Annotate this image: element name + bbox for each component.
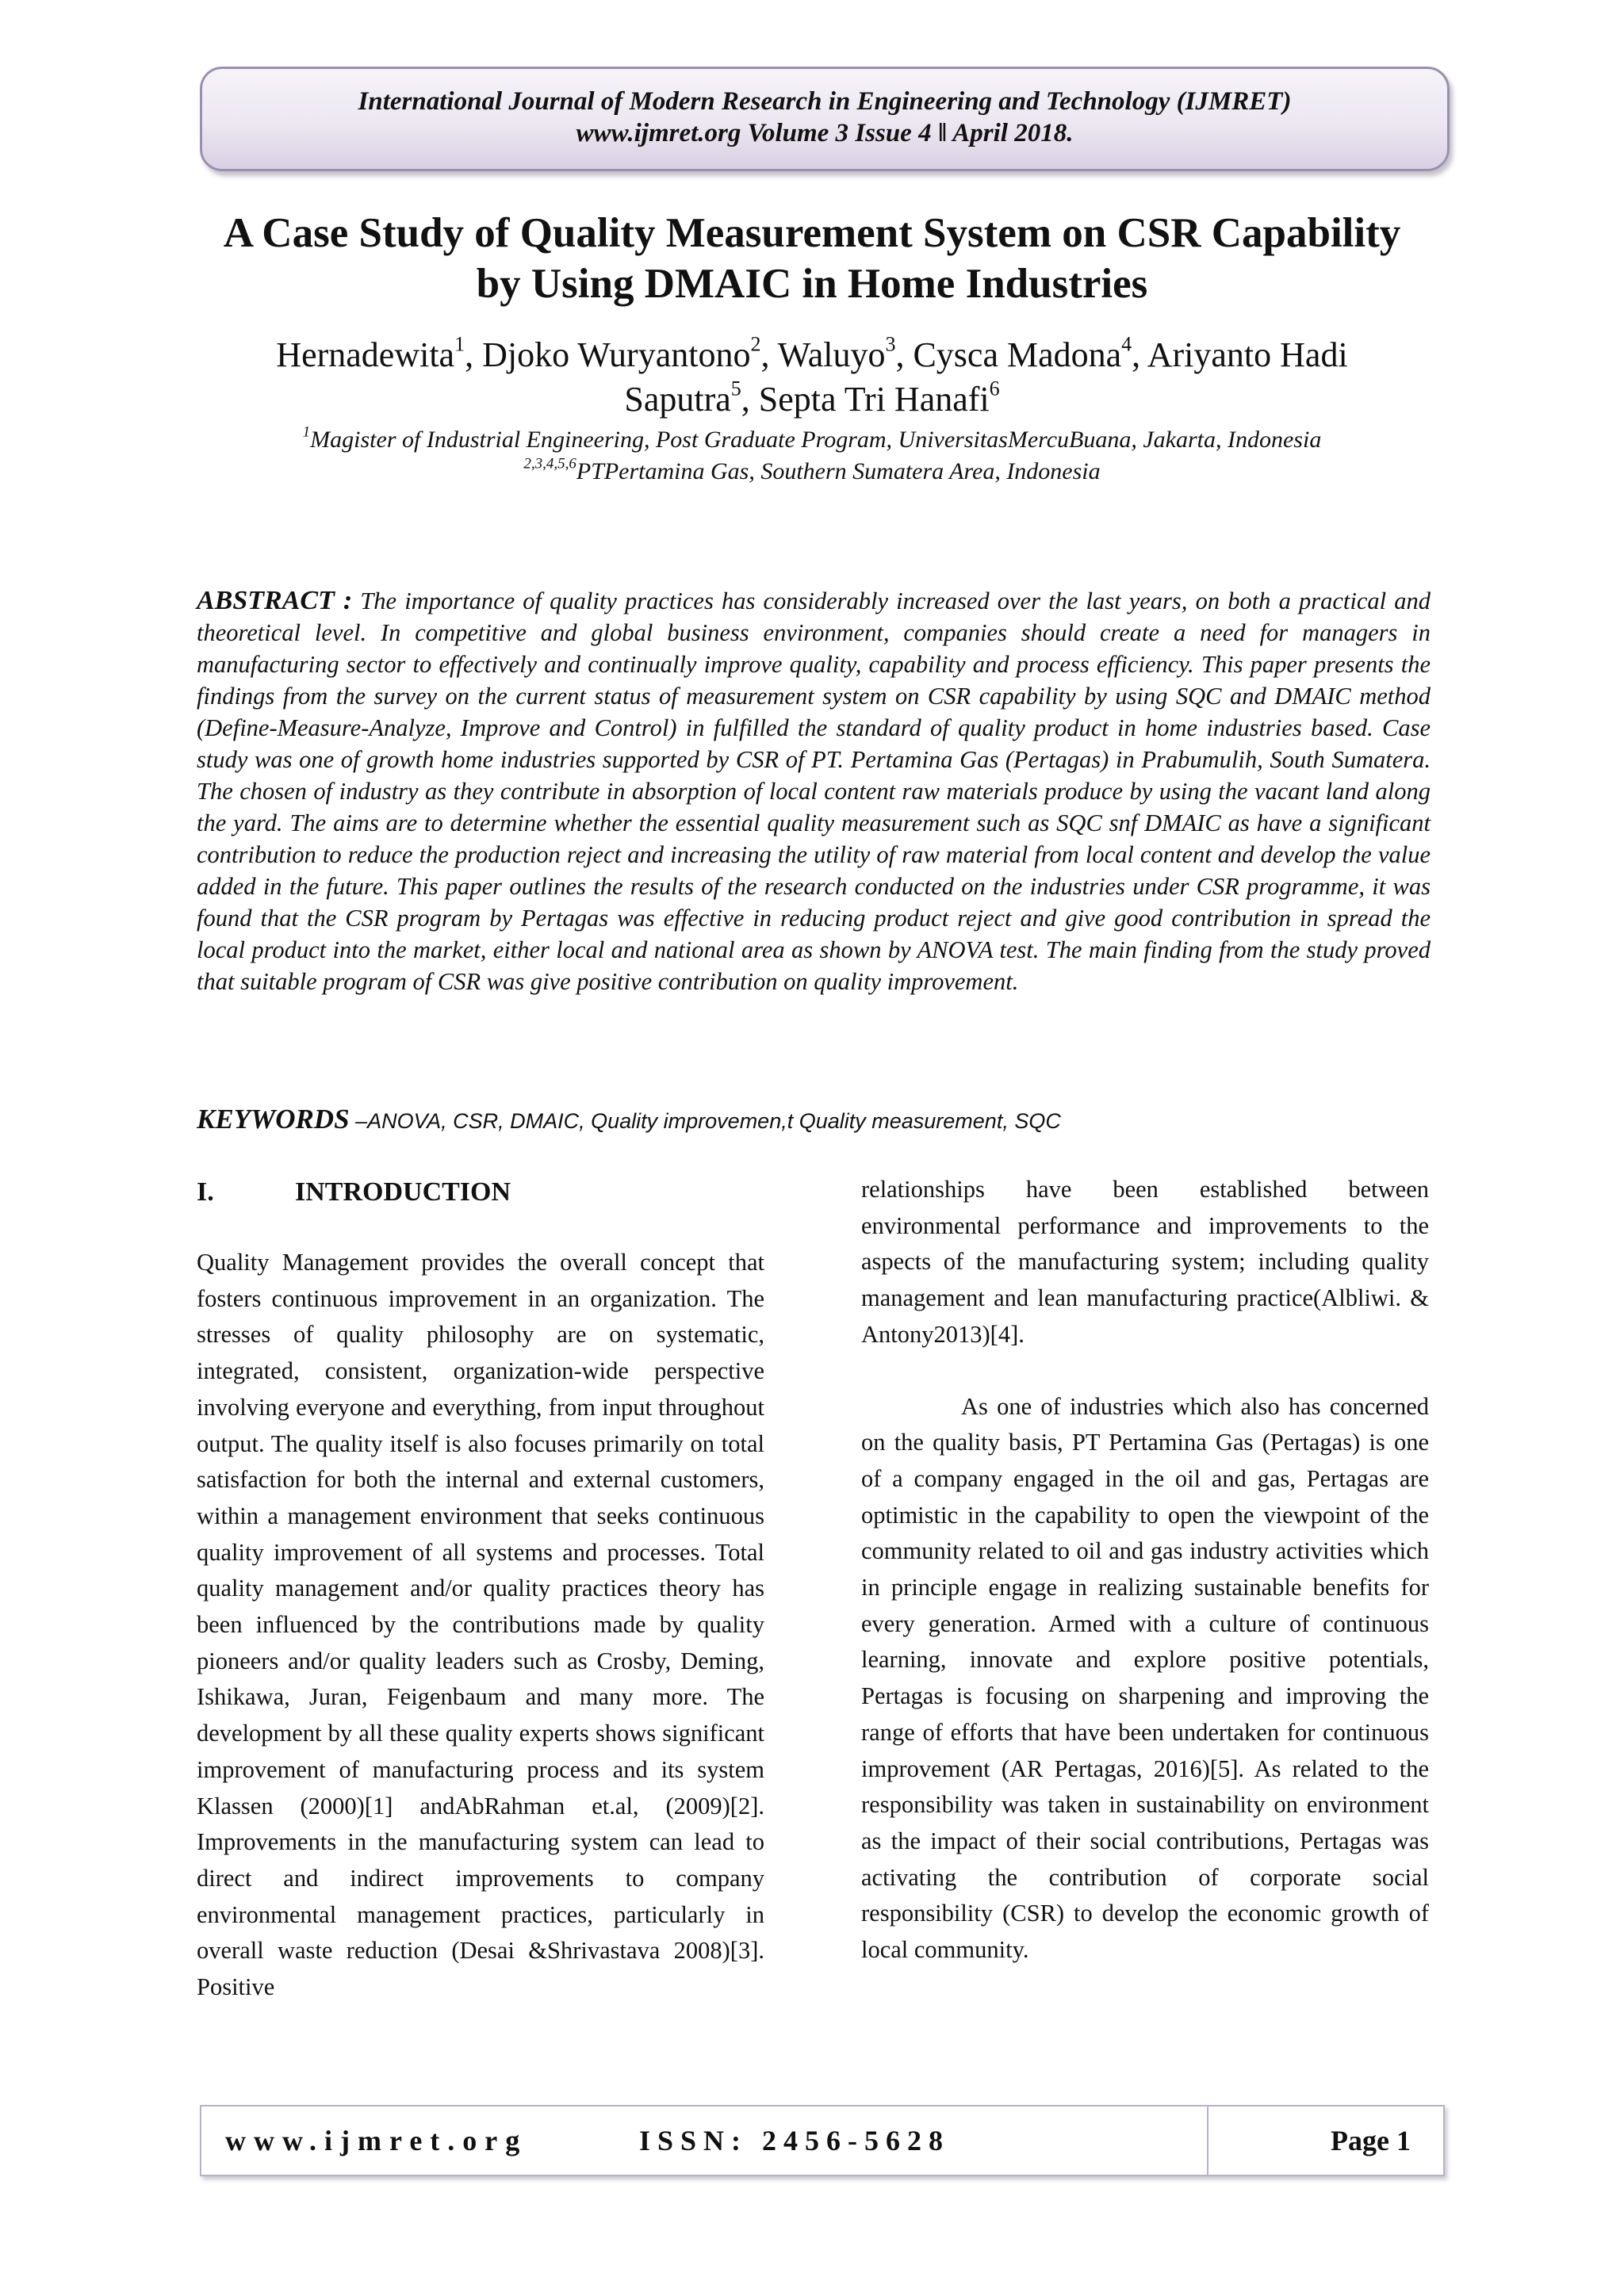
author-affil-marker: 3	[885, 332, 896, 356]
abstract-label: ABSTRACT :	[197, 586, 353, 615]
journal-name: International Journal of Modern Research in Engineering and Technology (IJMRET)	[358, 87, 1292, 116]
paragraph: Quality Management provides the overall concept that fosters continuous improvement in an organization. The stresses of quality philosophy are on systematic, integrated, consistent, organization-wide perspective involving everyone and everything, from input throughout output. The quality itself is also focuses primarily on total satisfaction for both the internal and external customers, within a management environment that seeks continuous quality improvement of all systems and processes. Total quality management and/or quality practices theory has been influenced by the contributions made by quality pioneers and/or quality leaders such as Crosby, Deming, Ishikawa, Juran, Feigenbaum and many more. The development by all these quality experts shows significant improvement of manufacturing process and its system Klassen (2000)[1] andAbRahman et.al, (2009)[2]. Improvements in the manufacturing system can lead to direct and indirect improvements to company environmental management practices, particularly in overall waste reduction (Desai &Shrivastava 2008)[3]. Positive	[197, 1249, 764, 2001]
footer-website: www.ijmret.org	[225, 2125, 528, 2156]
section-number: I.	[197, 1177, 214, 1207]
section-heading	[197, 1175, 511, 1210]
author-list	[119, 333, 1505, 422]
paper-title	[119, 208, 1505, 309]
keywords	[197, 1102, 1434, 1138]
paragraph: relationships have been established between environmental performance and improvements to the aspects of the manufacturing system; including quality management and lean manufacturing practice(Albliwi. & Antony2013)[4].	[861, 1176, 1429, 1348]
footer-page-number: Page 1	[1331, 2125, 1411, 2156]
journal-header-banner	[200, 67, 1450, 171]
author-affil-marker: 4	[1121, 332, 1132, 356]
footer-issn: ISSN: 2456-5628	[639, 2125, 951, 2156]
author-affil-marker: 6	[989, 377, 1000, 400]
paper-title-line-1: A Case Study of Quality Measurement System on CSR Capability	[223, 210, 1401, 256]
author-affil-marker: 1	[454, 332, 465, 356]
author-line-1: Hernadewita$^1$, Djoko Wuryantono$^2$, Waluyo$^3$, Cysca Madona$^4$, Ariyanto Hadi	[276, 332, 1348, 374]
affiliation-1: $^1$Magister of Industrial Engineering, Post Graduate Program, UniversitasMercuBuana, Jakarta, Indonesia	[302, 423, 1322, 453]
author-name: Septa Tri Hanafi	[758, 380, 990, 419]
author-name: Hernadewita	[276, 335, 455, 374]
author-line-2: Saputra$^5$, Septa Tri Hanafi$^6$	[624, 377, 1000, 419]
section-title: INTRODUCTION	[295, 1177, 511, 1207]
author-affil-marker: 2	[750, 332, 761, 356]
affiliation-2: $^{2,3,4,5,6}$PTPertamina Gas, Southern Sumatera Area, Indonesia	[523, 455, 1101, 484]
abstract	[197, 585, 1431, 997]
author-affil-marker: 5	[730, 377, 741, 400]
author-name: Djoko Wuryantono	[482, 335, 751, 374]
paragraph: As one of industries which also has concerned on the quality basis, PT Pertamina Gas (Pertagas) is one of a company engaged in the oil and gas, Pertagas are optimistic in the capability to open the viewpoint of the community related to oil and gas industry activities which in principle engage in realizing sustainable benefits for every generation. Armed with a culture of continuous learning, innovate and explore positive potentials, Pertagas is focusing on sharpening and improving the range of efforts that have been undertaken for continuous improvement (AR Pertagas, 2016)[5]. As related to the responsibility was taken in sustainability on environment as the impact of their social contributions, Pertagas was activating the contribution of corporate social responsibility (CSR) to develop the economic growth of local community.	[861, 1392, 1429, 1964]
abstract-text: The importance of quality practices has considerably increased over the last years, on both a practical and theoretical level. In competitive and global business environment, companies should create a need for managers in manufacturing sector to effectively and continually improve quality, capability and process efficiency. This paper presents the findings from the survey on the current status of measurement system on CSR capability by using SQC and DMAIC method (Define-Measure-Analyze, Improve and Control) in fulfilled the standard of quality product in home industries based. Case study was one of growth home industries supported by CSR of PT. Pertamina Gas (Pertagas) in Prabumulih, South Sumatera. The chosen of industry as they contribute in absorption of local content raw materials produce by using the vacant land along the yard. The aims are to determine whether the essential quality measurement such as SQC snf DMAIC as have a significant contribution to reduce the production reject and increasing the utility of raw material from local content and develop the value added in the future. This paper outlines the results of the research conducted on the industries under CSR programme, it was found that the CSR program by Pertagas was effective in reducing product reject and give good contribution in spread the local product into the market, either local and national area as shown by ANOVA test. The main finding from the study proved that suitable program of CSR was give positive contribution on quality improvement.	[197, 587, 1431, 995]
keywords-label: KEYWORDS	[197, 1104, 350, 1135]
paper-title-line-2: by Using DMAIC in Home Industries	[476, 261, 1148, 307]
body-column-right	[861, 1172, 1429, 1969]
author-name: Waluyo	[777, 335, 886, 374]
page-footer	[200, 2105, 1445, 2176]
keywords-text: –ANOVA, CSR, DMAIC, Quality improvemen,t Quality measurement, SQC	[349, 1109, 1061, 1133]
footer-divider	[1207, 2107, 1208, 2175]
affiliations	[119, 424, 1505, 488]
body-column-left	[197, 1245, 764, 2006]
journal-issue-info: www.ijmret.org Volume 3 Issue 4 ǁ April 2018.	[576, 119, 1074, 147]
author-name: Cysca Madona	[913, 335, 1122, 374]
author-name: Saputra	[624, 380, 731, 419]
author-name: Ariyanto Hadi	[1147, 335, 1348, 374]
